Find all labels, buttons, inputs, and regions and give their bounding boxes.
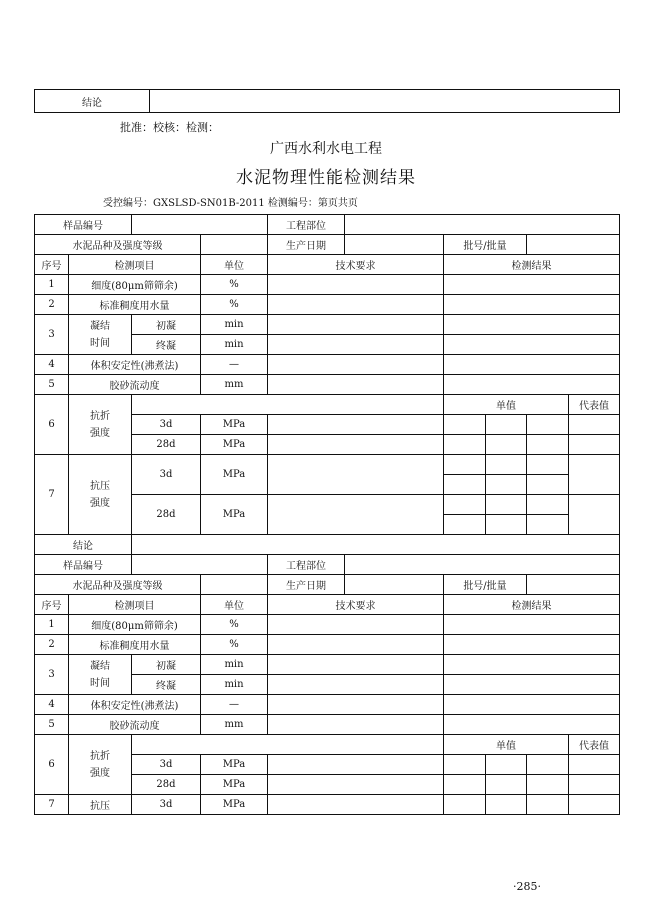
- row-no: 6: [35, 735, 69, 795]
- flexural-28d-label: 28d: [132, 775, 201, 795]
- soundness-result[interactable]: [444, 695, 620, 715]
- project-part-value[interactable]: [345, 555, 620, 575]
- compressive-28d-requirement[interactable]: [268, 495, 444, 535]
- compressive-28d-unit: MPa: [201, 495, 268, 535]
- compressive-3d-value-2[interactable]: [486, 795, 527, 815]
- production-date-label: 生产日期: [268, 235, 345, 255]
- approval-line: 批准：校核：检测：: [120, 121, 219, 134]
- consistency-result[interactable]: [444, 295, 620, 315]
- tech-requirement-header: 技术要求: [268, 255, 444, 275]
- initial-setting-result[interactable]: [444, 315, 620, 335]
- table-row: [35, 715, 620, 735]
- setting-time-label: [69, 315, 132, 355]
- compressive-28d-value-3[interactable]: [527, 495, 569, 515]
- compressive-3d-requirement[interactable]: [268, 455, 444, 495]
- test-item-header: 检测项目: [69, 255, 201, 275]
- table-row: [35, 295, 620, 315]
- table-row: [35, 655, 620, 675]
- compressive-28d-value-2[interactable]: [486, 495, 527, 515]
- initial-setting-label: 初凝: [132, 315, 201, 335]
- unit-header: 单位: [201, 255, 268, 275]
- organization-name: 广西水利水电工程: [270, 141, 382, 157]
- mortar-flow-result[interactable]: [444, 375, 620, 395]
- flexural-28d-requirement[interactable]: [268, 775, 444, 795]
- setting-time-label-line1: 凝结: [90, 320, 110, 332]
- table-header-row: [35, 255, 620, 275]
- compressive-3d-representative[interactable]: [569, 795, 620, 815]
- compressive-strength-label: 抗压: [69, 795, 132, 815]
- cement-type-grade-value[interactable]: [201, 235, 268, 255]
- row-no: 2: [35, 295, 69, 315]
- production-date-value[interactable]: [345, 235, 444, 255]
- compressive-28d-value-4[interactable]: [444, 515, 486, 535]
- mortar-flow-result[interactable]: [444, 715, 620, 735]
- flexural-strength-label: [69, 735, 132, 795]
- soundness-requirement[interactable]: [268, 695, 444, 715]
- flexural-28d-requirement[interactable]: [268, 435, 444, 455]
- flexural-28d-value-2[interactable]: [486, 775, 527, 795]
- setting-time-label-line1: 凝结: [90, 660, 110, 672]
- conclusion-label: 结论: [35, 535, 132, 555]
- flexural-3d-representative[interactable]: [569, 755, 620, 775]
- compressive-3d-value-5[interactable]: [486, 475, 527, 495]
- table-row: [35, 375, 620, 395]
- compressive-strength-label: [69, 455, 132, 535]
- page-title: 水泥物理性能检测结果: [236, 168, 416, 188]
- table-row: [35, 275, 620, 295]
- test-result-header: 检测结果: [444, 255, 620, 275]
- flexural-label-line2: 强度: [90, 427, 110, 439]
- flexural-28d-value-2[interactable]: [486, 435, 527, 455]
- flexural-3d-label: 3d: [132, 415, 201, 435]
- compressive-label-line2: 强度: [90, 497, 110, 509]
- batch-no-label: 批号/批量: [444, 575, 527, 595]
- soundness-label: 体积安定性(沸煮法): [69, 355, 201, 375]
- row-no: 6: [35, 395, 69, 455]
- row-no: 5: [35, 375, 69, 395]
- row-no: 1: [35, 615, 69, 635]
- representative-value-header: 代表值: [569, 735, 620, 755]
- conclusion-value[interactable]: [150, 90, 620, 113]
- flexural-28d-value-3[interactable]: [527, 775, 569, 795]
- flexural-strength-label: [69, 395, 132, 455]
- final-setting-label: 终凝: [132, 675, 201, 695]
- fineness-result[interactable]: [444, 275, 620, 295]
- compressive-3d-requirement[interactable]: [268, 795, 444, 815]
- test-result-table: [34, 214, 620, 815]
- seq-no-header: 序号: [35, 595, 69, 615]
- row-no: 7: [35, 455, 69, 535]
- compressive-28d-value-6[interactable]: [527, 515, 569, 535]
- initial-setting-unit: min: [201, 315, 268, 335]
- table-row: [35, 795, 620, 815]
- fineness-requirement[interactable]: [268, 275, 444, 295]
- test-item-header: 检测项目: [69, 595, 201, 615]
- initial-setting-unit: min: [201, 655, 268, 675]
- consistency-label: 标准稠度用水量: [69, 295, 201, 315]
- flexural-3d-requirement[interactable]: [268, 755, 444, 775]
- table-row: [35, 455, 620, 475]
- compressive-3d-value-6[interactable]: [527, 475, 569, 495]
- final-setting-result[interactable]: [444, 675, 620, 695]
- compressive-3d-value-1[interactable]: [444, 795, 486, 815]
- mortar-flow-label: 胶砂流动度: [69, 375, 201, 395]
- compressive-28d-label: 28d: [132, 495, 201, 535]
- flexural-28d-label: 28d: [132, 435, 201, 455]
- flexural-3d-value-3[interactable]: [527, 415, 569, 435]
- table-row: [35, 235, 620, 255]
- cement-type-grade-label: 水泥品种及强度等级: [35, 235, 201, 255]
- compressive-3d-representative[interactable]: [569, 455, 620, 495]
- single-value-header: 单值: [444, 395, 569, 415]
- project-part-label: 工程部位: [268, 555, 345, 575]
- soundness-label: 体积安定性(沸煮法): [69, 695, 201, 715]
- table-row: [35, 315, 620, 335]
- row-no: 3: [35, 655, 69, 695]
- final-setting-label: 终凝: [132, 335, 201, 355]
- compressive-3d-label: 3d: [132, 795, 201, 815]
- final-setting-unit: min: [201, 335, 268, 355]
- initial-setting-requirement[interactable]: [268, 655, 444, 675]
- table-row: [35, 695, 620, 715]
- batch-no-value[interactable]: [527, 235, 620, 255]
- flexural-3d-unit: MPa: [201, 415, 268, 435]
- table-row: [35, 615, 620, 635]
- flexural-3d-value-3[interactable]: [527, 755, 569, 775]
- table-row: [35, 215, 620, 235]
- final-setting-requirement[interactable]: [268, 675, 444, 695]
- final-setting-requirement[interactable]: [268, 335, 444, 355]
- fineness-unit: %: [201, 275, 268, 295]
- consistency-requirement[interactable]: [268, 295, 444, 315]
- cement-type-grade-value[interactable]: [201, 575, 268, 595]
- flexural-header-blank: [132, 735, 444, 755]
- page-number: ·285·: [513, 880, 541, 893]
- compressive-28d-representative[interactable]: [569, 495, 620, 535]
- conclusion-label: 结论: [35, 90, 150, 113]
- fineness-label: 细度(80μm筛筛余): [69, 615, 201, 635]
- project-part-value[interactable]: [345, 215, 620, 235]
- representative-value-header: 代表值: [569, 395, 620, 415]
- flexural-28d-representative[interactable]: [569, 435, 620, 455]
- sample-no-value[interactable]: [132, 555, 268, 575]
- flexural-28d-value-1[interactable]: [444, 775, 486, 795]
- compressive-label-line1: 抗压: [90, 480, 110, 492]
- soundness-unit: —: [201, 695, 268, 715]
- flexural-28d-unit: MPa: [201, 435, 268, 455]
- row-no: 5: [35, 715, 69, 735]
- table-row: [35, 575, 620, 595]
- table-row: [35, 395, 620, 415]
- compressive-28d-value-1[interactable]: [444, 495, 486, 515]
- table-header-row: [35, 595, 620, 615]
- flexural-3d-label: 3d: [132, 755, 201, 775]
- seq-no-header: 序号: [35, 255, 69, 275]
- consistency-unit: %: [201, 635, 268, 655]
- flexural-3d-value-2[interactable]: [486, 415, 527, 435]
- row-no: 4: [35, 695, 69, 715]
- compressive-3d-unit: MPa: [201, 795, 268, 815]
- batch-no-label: 批号/批量: [444, 235, 527, 255]
- fineness-unit: %: [201, 615, 268, 635]
- row-no: 2: [35, 635, 69, 655]
- soundness-unit: —: [201, 355, 268, 375]
- mortar-flow-requirement[interactable]: [268, 375, 444, 395]
- unit-header: 单位: [201, 595, 268, 615]
- compressive-3d-value-3[interactable]: [527, 455, 569, 475]
- table-row: [35, 635, 620, 655]
- flexural-28d-value-1[interactable]: [444, 435, 486, 455]
- setting-time-label: [69, 655, 132, 695]
- row-no: 3: [35, 315, 69, 355]
- consistency-unit: %: [201, 295, 268, 315]
- mortar-flow-label: 胶砂流动度: [69, 715, 201, 735]
- single-value-header: 单值: [444, 735, 569, 755]
- conclusion-value[interactable]: [132, 535, 620, 555]
- flexural-label-line1: 抗折: [90, 750, 110, 762]
- cement-type-grade-label: 水泥品种及强度等级: [35, 575, 201, 595]
- compressive-3d-value-1[interactable]: [444, 455, 486, 475]
- mortar-flow-requirement[interactable]: [268, 715, 444, 735]
- table-row: [35, 735, 620, 755]
- flexural-label-line1: 抗折: [90, 410, 110, 422]
- flexural-28d-representative[interactable]: [569, 775, 620, 795]
- batch-no-value[interactable]: [527, 575, 620, 595]
- final-setting-unit: min: [201, 675, 268, 695]
- setting-time-label-line2: 时间: [90, 337, 110, 349]
- row-no: 1: [35, 275, 69, 295]
- consistency-result[interactable]: [444, 635, 620, 655]
- mortar-flow-unit: mm: [201, 375, 268, 395]
- setting-time-label-line2: 时间: [90, 677, 110, 689]
- flexural-28d-value-3[interactable]: [527, 435, 569, 455]
- sample-no-label: 样品编号: [35, 555, 132, 575]
- flexural-label-line2: 强度: [90, 767, 110, 779]
- compressive-3d-label: 3d: [132, 455, 201, 495]
- table-row: [35, 355, 620, 375]
- compressive-28d-value-5[interactable]: [486, 515, 527, 535]
- flexural-3d-value-2[interactable]: [486, 755, 527, 775]
- initial-setting-requirement[interactable]: [268, 315, 444, 335]
- top-conclusion-table: [34, 89, 620, 113]
- flexural-3d-unit: MPa: [201, 755, 268, 775]
- soundness-result[interactable]: [444, 355, 620, 375]
- initial-setting-result[interactable]: [444, 655, 620, 675]
- sample-no-label: 样品编号: [35, 215, 132, 235]
- initial-setting-label: 初凝: [132, 655, 201, 675]
- sample-no-value[interactable]: [132, 215, 268, 235]
- fineness-requirement[interactable]: [268, 615, 444, 635]
- project-part-label: 工程部位: [268, 215, 345, 235]
- row-no: 4: [35, 355, 69, 375]
- row-no: 7: [35, 795, 69, 815]
- consistency-requirement[interactable]: [268, 635, 444, 655]
- mortar-flow-unit: mm: [201, 715, 268, 735]
- flexural-3d-representative[interactable]: [569, 415, 620, 435]
- flexural-header-blank: [132, 395, 444, 415]
- consistency-label: 标准稠度用水量: [69, 635, 201, 655]
- fineness-result[interactable]: [444, 615, 620, 635]
- flexural-3d-value-1[interactable]: [444, 415, 486, 435]
- production-date-label: 生产日期: [268, 575, 345, 595]
- compressive-3d-value-2[interactable]: [486, 455, 527, 475]
- flexural-28d-unit: MPa: [201, 775, 268, 795]
- final-setting-result[interactable]: [444, 335, 620, 355]
- test-result-header: 检测结果: [444, 595, 620, 615]
- table-row: [35, 535, 620, 555]
- tech-requirement-header: 技术要求: [268, 595, 444, 615]
- soundness-requirement[interactable]: [268, 355, 444, 375]
- production-date-value[interactable]: [345, 575, 444, 595]
- control-number-line: 受控编号：GXSLSD-SN01B-2011 检测编号：第页共页: [103, 198, 358, 209]
- flexural-3d-value-1[interactable]: [444, 755, 486, 775]
- flexural-3d-requirement[interactable]: [268, 415, 444, 435]
- compressive-3d-unit: MPa: [201, 455, 268, 495]
- table-row: [35, 555, 620, 575]
- compressive-3d-value-3[interactable]: [527, 795, 569, 815]
- compressive-3d-value-4[interactable]: [444, 475, 486, 495]
- fineness-label: 细度(80μm筛筛余): [69, 275, 201, 295]
